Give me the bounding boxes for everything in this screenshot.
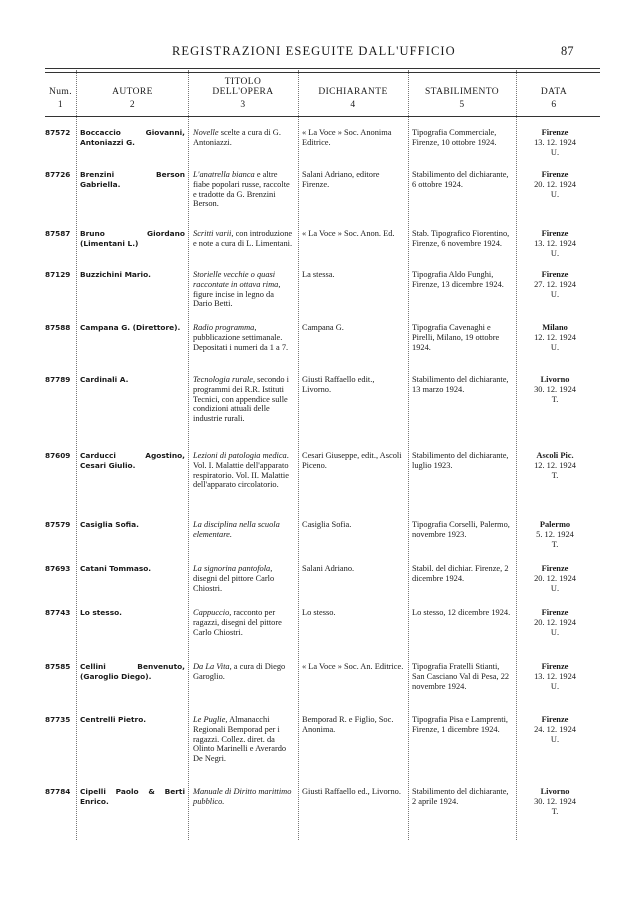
- column-header-label: Num.: [49, 87, 72, 97]
- entry-author: Bruno Giordano (Limentani L.): [80, 229, 185, 248]
- date-letter: U.: [550, 248, 560, 258]
- entry-date: [520, 128, 590, 157]
- date-city: Firenze: [541, 564, 569, 573]
- column-header-index: 6: [551, 100, 557, 110]
- entry-author: Cipelli Paolo & Berti Enrico.: [80, 787, 185, 806]
- entry-establishment: Stabil. del dichiar. Firenze, 2 dicembre 1924.: [412, 564, 509, 583]
- entry-establishment: Lo stesso, 12 dicembre 1924.: [412, 608, 511, 617]
- entry-title: [193, 451, 293, 490]
- title-rest: . Vol. I. Malattie dell'apparato respiratorio. Vol. II. Malattie dell'apparato circolatorio.: [193, 451, 289, 490]
- entry-establishment: Tipografia Pisa e Lamprenti, Firenze, 1 dicembre 1924.: [412, 715, 508, 734]
- date-letter: U.: [550, 627, 560, 637]
- entry-establishment: Stabilimento del dichiarante, luglio 1923.: [412, 451, 509, 470]
- entry-author: Centrelli Pietro.: [80, 715, 147, 724]
- entry-number: 87789: [45, 375, 71, 384]
- entry-number: 87726: [45, 170, 71, 179]
- entry-number: 87572: [45, 128, 71, 137]
- entry-establishment: Tipografia Cavenaghi e Pirelli, Milano, 19 ottobre 1924.: [412, 323, 500, 352]
- date-city: Livorno: [540, 375, 570, 384]
- entry-establishment: Stabilimento del dichiarante, 6 ottobre 1924.: [412, 170, 509, 189]
- entry-number: 87587: [45, 229, 71, 238]
- title-rest: , pubblicazione settimanale. Depositati i numeri da 1 a 7.: [193, 323, 289, 352]
- date-letter: U.: [550, 734, 560, 744]
- entry-establishment: Tipografia Corselli, Palermo, novembre 1923.: [412, 520, 510, 539]
- date-letter: U.: [550, 189, 560, 199]
- entry-title: [193, 715, 293, 764]
- column-divider: [76, 70, 77, 840]
- column-header-num: [45, 87, 76, 110]
- page-number: 87: [561, 44, 574, 58]
- date-letter: U.: [550, 289, 560, 299]
- title-italic: Storielle vecchie o quasi raccontate in ottava rima: [193, 270, 279, 289]
- column-header-label: TITOLO: [224, 77, 262, 87]
- entry-declarant: « La Voce » Soc. Anon. Ed.: [302, 229, 395, 238]
- column-header-index: 4: [350, 100, 356, 110]
- date-city: Firenze: [541, 715, 569, 724]
- entry-establishment: Stab. Tipografico Fiorentino, Firenze, 6 novembre 1924.: [412, 229, 510, 248]
- entry-author: Casiglia Sofia.: [80, 520, 139, 529]
- column-header-author: [80, 87, 185, 110]
- column-header-label: DICHIARANTE: [318, 87, 388, 97]
- date-letter: T.: [551, 539, 559, 549]
- entry-title: [193, 270, 293, 309]
- entry-author: Brenzini Berson Gabriella.: [80, 170, 185, 189]
- date-value: 20. 12. 1924: [534, 573, 576, 583]
- column-header-label: STABILIMENTO: [424, 87, 500, 97]
- title-italic: La signorina pantofola: [193, 564, 271, 573]
- column-header-date: [518, 87, 590, 110]
- title-rest: , disegni del pittore Carlo Chiostri.: [193, 564, 275, 593]
- entry-number: 87693: [45, 564, 71, 573]
- date-city: Firenze: [541, 170, 569, 179]
- title-italic: Novelle: [193, 128, 219, 137]
- column-header-label: DELL'OPERA: [212, 87, 274, 97]
- column-header-index: 2: [129, 100, 136, 110]
- column-divider: [298, 70, 299, 840]
- date-value: 5. 12. 1924: [536, 529, 574, 539]
- entry-title: [193, 375, 293, 424]
- entry-number: 87129: [45, 270, 71, 279]
- title-rest: , figure incise in legno da Dario Betti.: [193, 279, 281, 309]
- column-header-establishment: [410, 87, 514, 110]
- entry-date: [520, 170, 590, 199]
- entry-title: [193, 564, 293, 593]
- date-city: Ascoli Pic.: [536, 451, 574, 460]
- entry-title: [193, 520, 293, 540]
- title-italic: Da La Vita: [193, 662, 230, 671]
- date-letter: U.: [550, 583, 560, 593]
- entry-title: [193, 323, 293, 352]
- date-letter: T.: [551, 806, 559, 816]
- date-city: Firenze: [541, 608, 569, 617]
- column-header-label: DATA: [540, 87, 568, 97]
- title-italic: Tecnologia rurale: [193, 375, 253, 384]
- column-header-title: [190, 77, 296, 110]
- title-rest: , Almanacchi Regionali Bemporad per i ragazzi. Collez. diret. da Olinto Marinelli e Averardo De Negri.: [193, 715, 287, 764]
- date-value: 13. 12. 1924: [534, 238, 576, 248]
- entry-declarant: Lo stesso.: [302, 608, 336, 617]
- entry-author: Cardinali A.: [80, 375, 129, 384]
- date-value: 24. 12. 1924: [534, 724, 576, 734]
- entry-date: [520, 229, 590, 258]
- column-divider: [188, 70, 189, 840]
- entry-declarant: Cesari Giuseppe, edit., Ascoli Piceno.: [302, 451, 402, 470]
- entry-date: [520, 564, 590, 593]
- entry-number: 87735: [45, 715, 71, 724]
- entry-date: [520, 451, 590, 480]
- entry-declarant: Casiglia Sofia.: [302, 520, 352, 529]
- entry-number: 87784: [45, 787, 71, 796]
- entry-establishment: Tipografia Aldo Funghi, Firenze, 13 dicembre 1924.: [412, 270, 504, 289]
- top-rule: [45, 68, 600, 69]
- entry-declarant: Giusti Raffaello edit., Livorno.: [302, 375, 375, 394]
- date-value: 13. 12. 1924: [534, 671, 576, 681]
- date-letter: U.: [550, 147, 560, 157]
- entry-title: [193, 170, 293, 209]
- title-italic: Lezioni di patologia medica: [193, 451, 287, 460]
- entry-date: [520, 715, 590, 744]
- entry-declarant: La stessa.: [302, 270, 335, 279]
- entry-declarant: Campana G.: [302, 323, 344, 332]
- entry-establishment: Tipografia Fratelli Stianti, San Casciano Val di Pesa, 22 novembre 1924.: [412, 662, 510, 691]
- entry-declarant: Salani Adriano, editore Firenze.: [302, 170, 380, 189]
- running-title: REGISTRAZIONI ESEGUITE DALL'UFFICIO: [172, 44, 456, 58]
- date-city: Milano: [542, 323, 568, 332]
- date-letter: U.: [550, 342, 560, 352]
- date-value: 12. 12. 1924: [534, 332, 576, 342]
- entry-author: Carducci Agostino, Cesari Giulio.: [80, 451, 185, 470]
- date-letter: U.: [550, 681, 560, 691]
- entry-declarant: « La Voce » Soc. Anonima Editrice.: [302, 128, 392, 147]
- entry-declarant: Bemporad R. e Figlio, Soc. Anonima.: [302, 715, 394, 734]
- title-italic: Manuale di Diritto marittimo pubblico.: [193, 787, 292, 806]
- date-value: 13. 12. 1924: [534, 137, 576, 147]
- title-italic: Cappuccio: [193, 608, 230, 617]
- date-value: 12. 12. 1924: [534, 460, 576, 470]
- entry-author: Lo stesso.: [80, 608, 122, 617]
- entry-establishment: Stabilimento del dichiarante, 2 aprile 1924.: [412, 787, 509, 806]
- column-divider: [516, 70, 517, 840]
- date-letter: T.: [551, 470, 559, 480]
- entry-title: [193, 787, 293, 807]
- date-value: 27. 12. 1924: [534, 279, 576, 289]
- entry-date: [520, 608, 590, 637]
- column-header-index: 3: [240, 100, 246, 110]
- entry-date: [520, 787, 590, 816]
- entry-establishment: Stabilimento del dichiarante, 13 marzo 1924.: [412, 375, 509, 394]
- entry-date: [520, 662, 590, 691]
- title-rest: , secondo i programmi dei R.R. Istituti Tecnici, con appendice sulle condizioni attuali delle industrie rurali.: [193, 375, 290, 424]
- entry-title: [193, 128, 293, 148]
- entry-author: Campana G. (Direttore).: [80, 323, 181, 332]
- entry-date: [520, 375, 590, 404]
- title-rest: , racconto per ragazzi, disegni del pittore Carlo Chiostri.: [193, 608, 282, 637]
- date-city: Firenze: [541, 270, 569, 279]
- column-header-declarant: [300, 87, 406, 110]
- date-city: Palermo: [539, 520, 571, 529]
- title-italic: Radio programma: [193, 323, 255, 332]
- entry-title: [193, 608, 293, 637]
- date-value: 20. 12. 1924: [534, 179, 576, 189]
- entry-declarant: Giusti Raffaello ed., Livorno.: [302, 787, 401, 796]
- entry-number: 87579: [45, 520, 71, 529]
- date-value: 30. 12. 1924: [534, 384, 576, 394]
- date-value: 20. 12. 1924: [534, 617, 576, 627]
- title-rest: scelte a cura di G. Antoniazzi.: [193, 128, 281, 147]
- entry-number: 87743: [45, 608, 71, 617]
- date-value: 30. 12. 1924: [534, 796, 576, 806]
- entry-date: [520, 520, 590, 549]
- entry-title: [193, 662, 293, 682]
- date-city: Firenze: [541, 229, 569, 238]
- entry-author: Boccaccio Giovanni, Antoniazzi G.: [80, 128, 185, 147]
- entry-number: 87585: [45, 662, 71, 671]
- title-rest: , con introduzione e note a cura di L. Limentani.: [193, 229, 293, 248]
- column-header-index: 1: [57, 100, 64, 110]
- entry-title: [193, 229, 293, 249]
- date-letter: T.: [551, 394, 559, 404]
- entry-author: Cellini Benvenuto, (Garoglio Diego).: [80, 662, 185, 681]
- entry-date: [520, 323, 590, 352]
- entry-number: 87588: [45, 323, 71, 332]
- column-header-label: AUTORE: [112, 87, 153, 97]
- entry-declarant: Salani Adriano.: [302, 564, 355, 573]
- title-rest: , a cura di Diego Garoglio.: [193, 662, 286, 681]
- entry-declarant: « La Voce » Soc. An. Editrice.: [302, 662, 404, 671]
- entry-number: 87609: [45, 451, 71, 460]
- title-italic: Le Puglie: [193, 715, 226, 724]
- column-header-index: 5: [459, 100, 465, 110]
- entry-author: Catani Tommaso.: [80, 564, 152, 573]
- title-italic: L'anatrella bianca: [193, 170, 255, 179]
- title-italic: Scritti varii: [193, 229, 232, 238]
- column-divider: [408, 70, 409, 840]
- date-city: Firenze: [541, 128, 569, 137]
- date-city: Livorno: [540, 787, 570, 796]
- title-italic: La disciplina nella scuola elementare.: [193, 520, 280, 539]
- title-rest: e altre fiabe popolari russe, raccolte e tradotte da G. Brenzini Berson.: [193, 170, 290, 209]
- entry-establishment: Tipografia Commerciale, Firenze, 10 ottobre 1924.: [412, 128, 497, 147]
- date-city: Firenze: [541, 662, 569, 671]
- entry-author: Buzzichini Mario.: [80, 270, 151, 279]
- entry-date: [520, 270, 590, 299]
